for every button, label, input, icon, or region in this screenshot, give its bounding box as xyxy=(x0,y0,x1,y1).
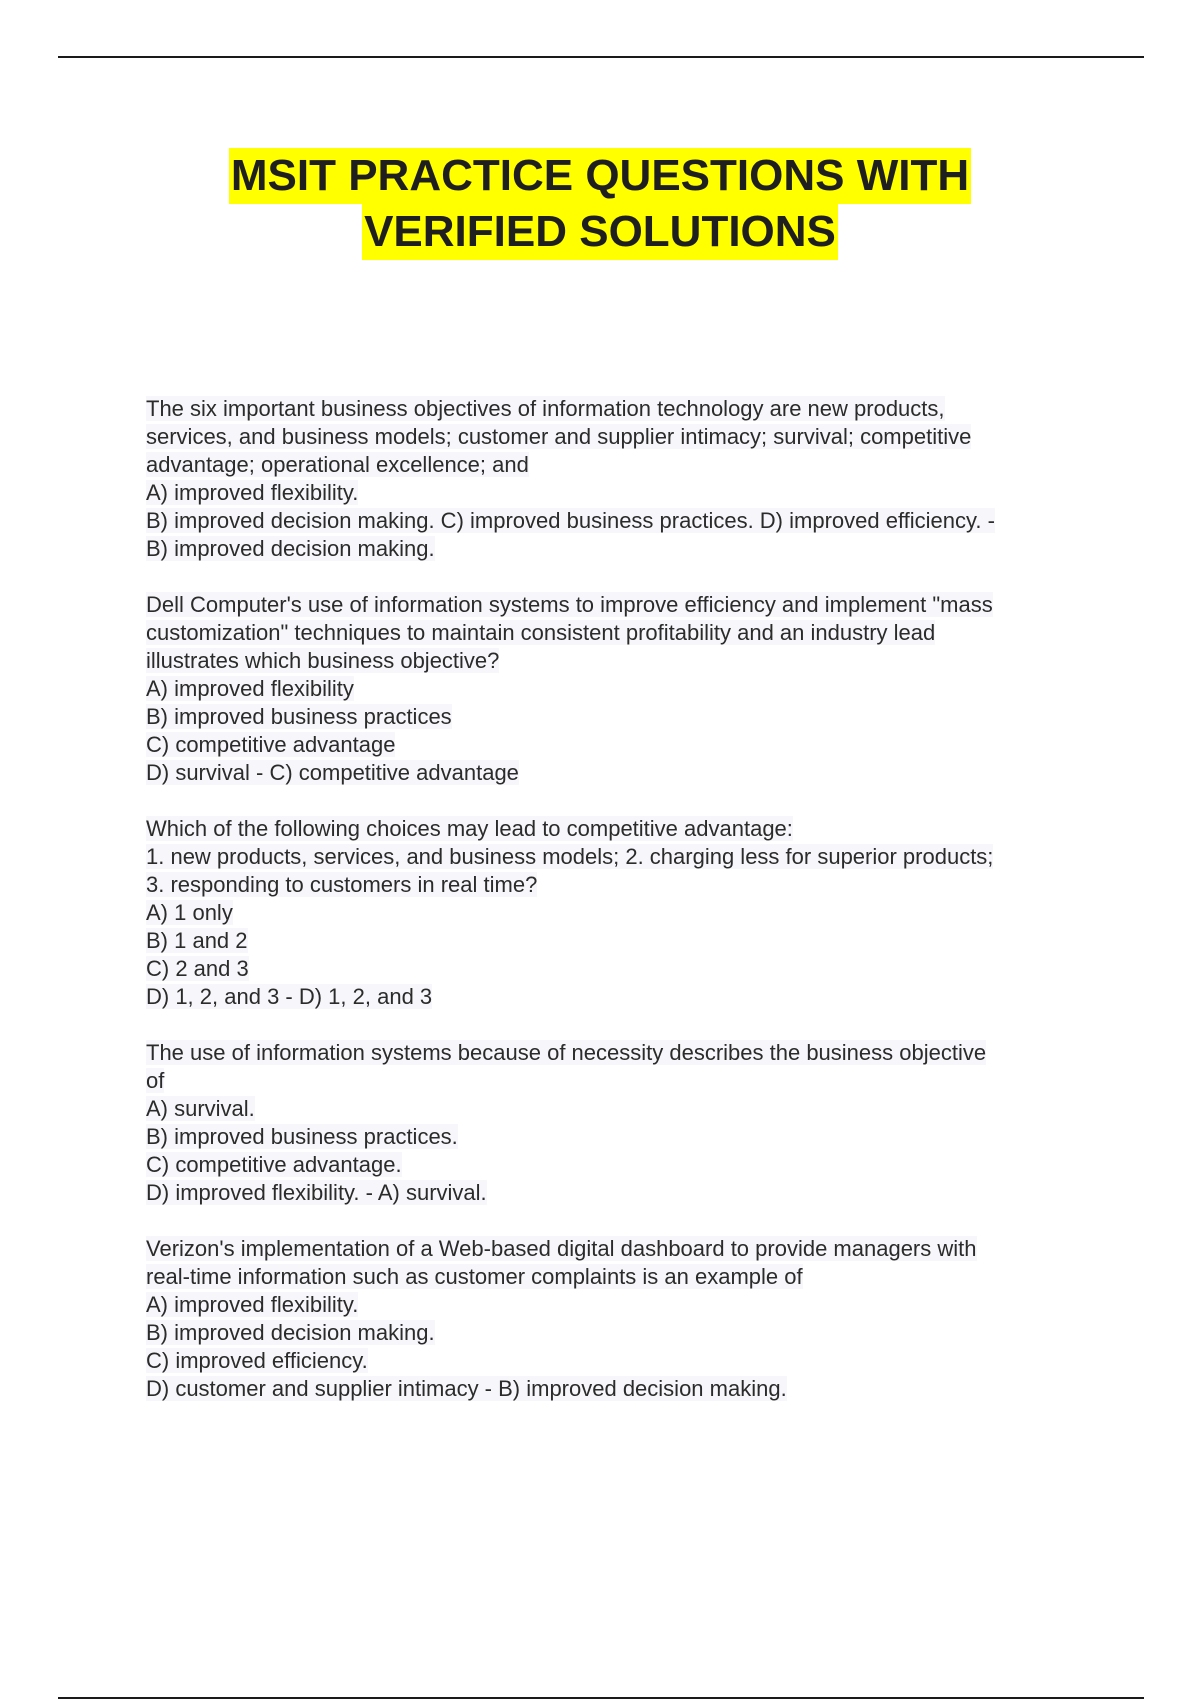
question-line-text: The use of information systems because of necessity describes the business objective xyxy=(146,1040,987,1065)
question-line xyxy=(146,1039,1086,1067)
questions-list xyxy=(146,395,1086,1431)
title-line-2: VERIFIED SOLUTIONS xyxy=(362,204,838,260)
question-line-text: Dell Computer's use of information systems to improve efficiency and implement "mass xyxy=(146,592,993,617)
question-line-text: services, and business models; customer and supplier intimacy; survival; competitive xyxy=(146,424,972,449)
bottom-rule xyxy=(58,1697,1144,1699)
question-line xyxy=(146,955,1086,983)
question-line xyxy=(146,1179,1086,1207)
question-line xyxy=(146,1263,1086,1291)
question-line xyxy=(146,619,1086,647)
question-line xyxy=(146,423,1086,451)
question-line-text: of xyxy=(146,1068,165,1093)
question-line-text: A) improved flexibility. xyxy=(146,480,359,505)
question-line xyxy=(146,899,1086,927)
question-line xyxy=(146,507,1086,535)
question-line xyxy=(146,731,1086,759)
question-line xyxy=(146,675,1086,703)
question-line xyxy=(146,1067,1086,1095)
question-line xyxy=(146,1375,1086,1403)
question-line-text: D) customer and supplier intimacy - B) improved decision making. xyxy=(146,1376,787,1401)
question-line-text: B) improved decision making. xyxy=(146,536,435,561)
question-line xyxy=(146,815,1086,843)
question-line xyxy=(146,647,1086,675)
question-line xyxy=(146,1291,1086,1319)
question-line xyxy=(146,983,1086,1011)
question-line-text: Verizon's implementation of a Web-based digital dashboard to provide managers with xyxy=(146,1236,977,1261)
question-line-text: 1. new products, services, and business models; 2. charging less for superior products; xyxy=(146,844,994,869)
top-rule xyxy=(58,56,1144,58)
question-line-text: B) improved decision making. xyxy=(146,1320,435,1345)
question-line-text: A) 1 only xyxy=(146,900,233,925)
question-line-text: Which of the following choices may lead to competitive advantage: xyxy=(146,816,793,841)
question-line xyxy=(146,703,1086,731)
question-line-text: A) improved flexibility. xyxy=(146,1292,359,1317)
question-line xyxy=(146,535,1086,563)
question-line-text: D) improved flexibility. - A) survival. xyxy=(146,1180,487,1205)
question-line xyxy=(146,1235,1086,1263)
question-line-text: advantage; operational excellence; and xyxy=(146,452,529,477)
question-line xyxy=(146,1151,1086,1179)
question-block xyxy=(146,395,1086,563)
document-title xyxy=(0,148,1200,260)
question-line xyxy=(146,395,1086,423)
question-line-text: C) competitive advantage xyxy=(146,732,396,757)
question-line xyxy=(146,927,1086,955)
question-line xyxy=(146,759,1086,787)
question-line-text: B) improved decision making. C) improved business practices. D) improved efficiency. - xyxy=(146,508,995,533)
question-line-text: D) 1, 2, and 3 - D) 1, 2, and 3 xyxy=(146,984,433,1009)
question-line xyxy=(146,479,1086,507)
question-line-text: B) improved business practices. xyxy=(146,1124,458,1149)
question-line-text: illustrates which business objective? xyxy=(146,648,500,673)
question-line xyxy=(146,591,1086,619)
question-line-text: customization" techniques to maintain consistent profitability and an industry lead xyxy=(146,620,936,645)
title-line-1: MSIT PRACTICE QUESTIONS WITH xyxy=(229,148,971,204)
question-line xyxy=(146,1347,1086,1375)
question-line-text: A) survival. xyxy=(146,1096,255,1121)
question-line xyxy=(146,871,1086,899)
question-line-text: The six important business objectives of information technology are new products, xyxy=(146,396,945,421)
question-block xyxy=(146,591,1086,787)
question-line-text: B) 1 and 2 xyxy=(146,928,248,953)
question-line xyxy=(146,1123,1086,1151)
question-line-text: D) survival - C) competitive advantage xyxy=(146,760,519,785)
question-line-text: 3. responding to customers in real time? xyxy=(146,872,538,897)
question-line-text: C) competitive advantage. xyxy=(146,1152,402,1177)
question-line xyxy=(146,1319,1086,1347)
question-block xyxy=(146,815,1086,1011)
question-line-text: C) 2 and 3 xyxy=(146,956,249,981)
question-line xyxy=(146,1095,1086,1123)
question-block xyxy=(146,1039,1086,1207)
question-line-text: B) improved business practices xyxy=(146,704,452,729)
question-line xyxy=(146,843,1086,871)
question-line-text: real-time information such as customer complaints is an example of xyxy=(146,1264,803,1289)
question-line-text: C) improved efficiency. xyxy=(146,1348,368,1373)
question-line-text: A) improved flexibility xyxy=(146,676,354,701)
question-line xyxy=(146,451,1086,479)
question-block xyxy=(146,1235,1086,1403)
